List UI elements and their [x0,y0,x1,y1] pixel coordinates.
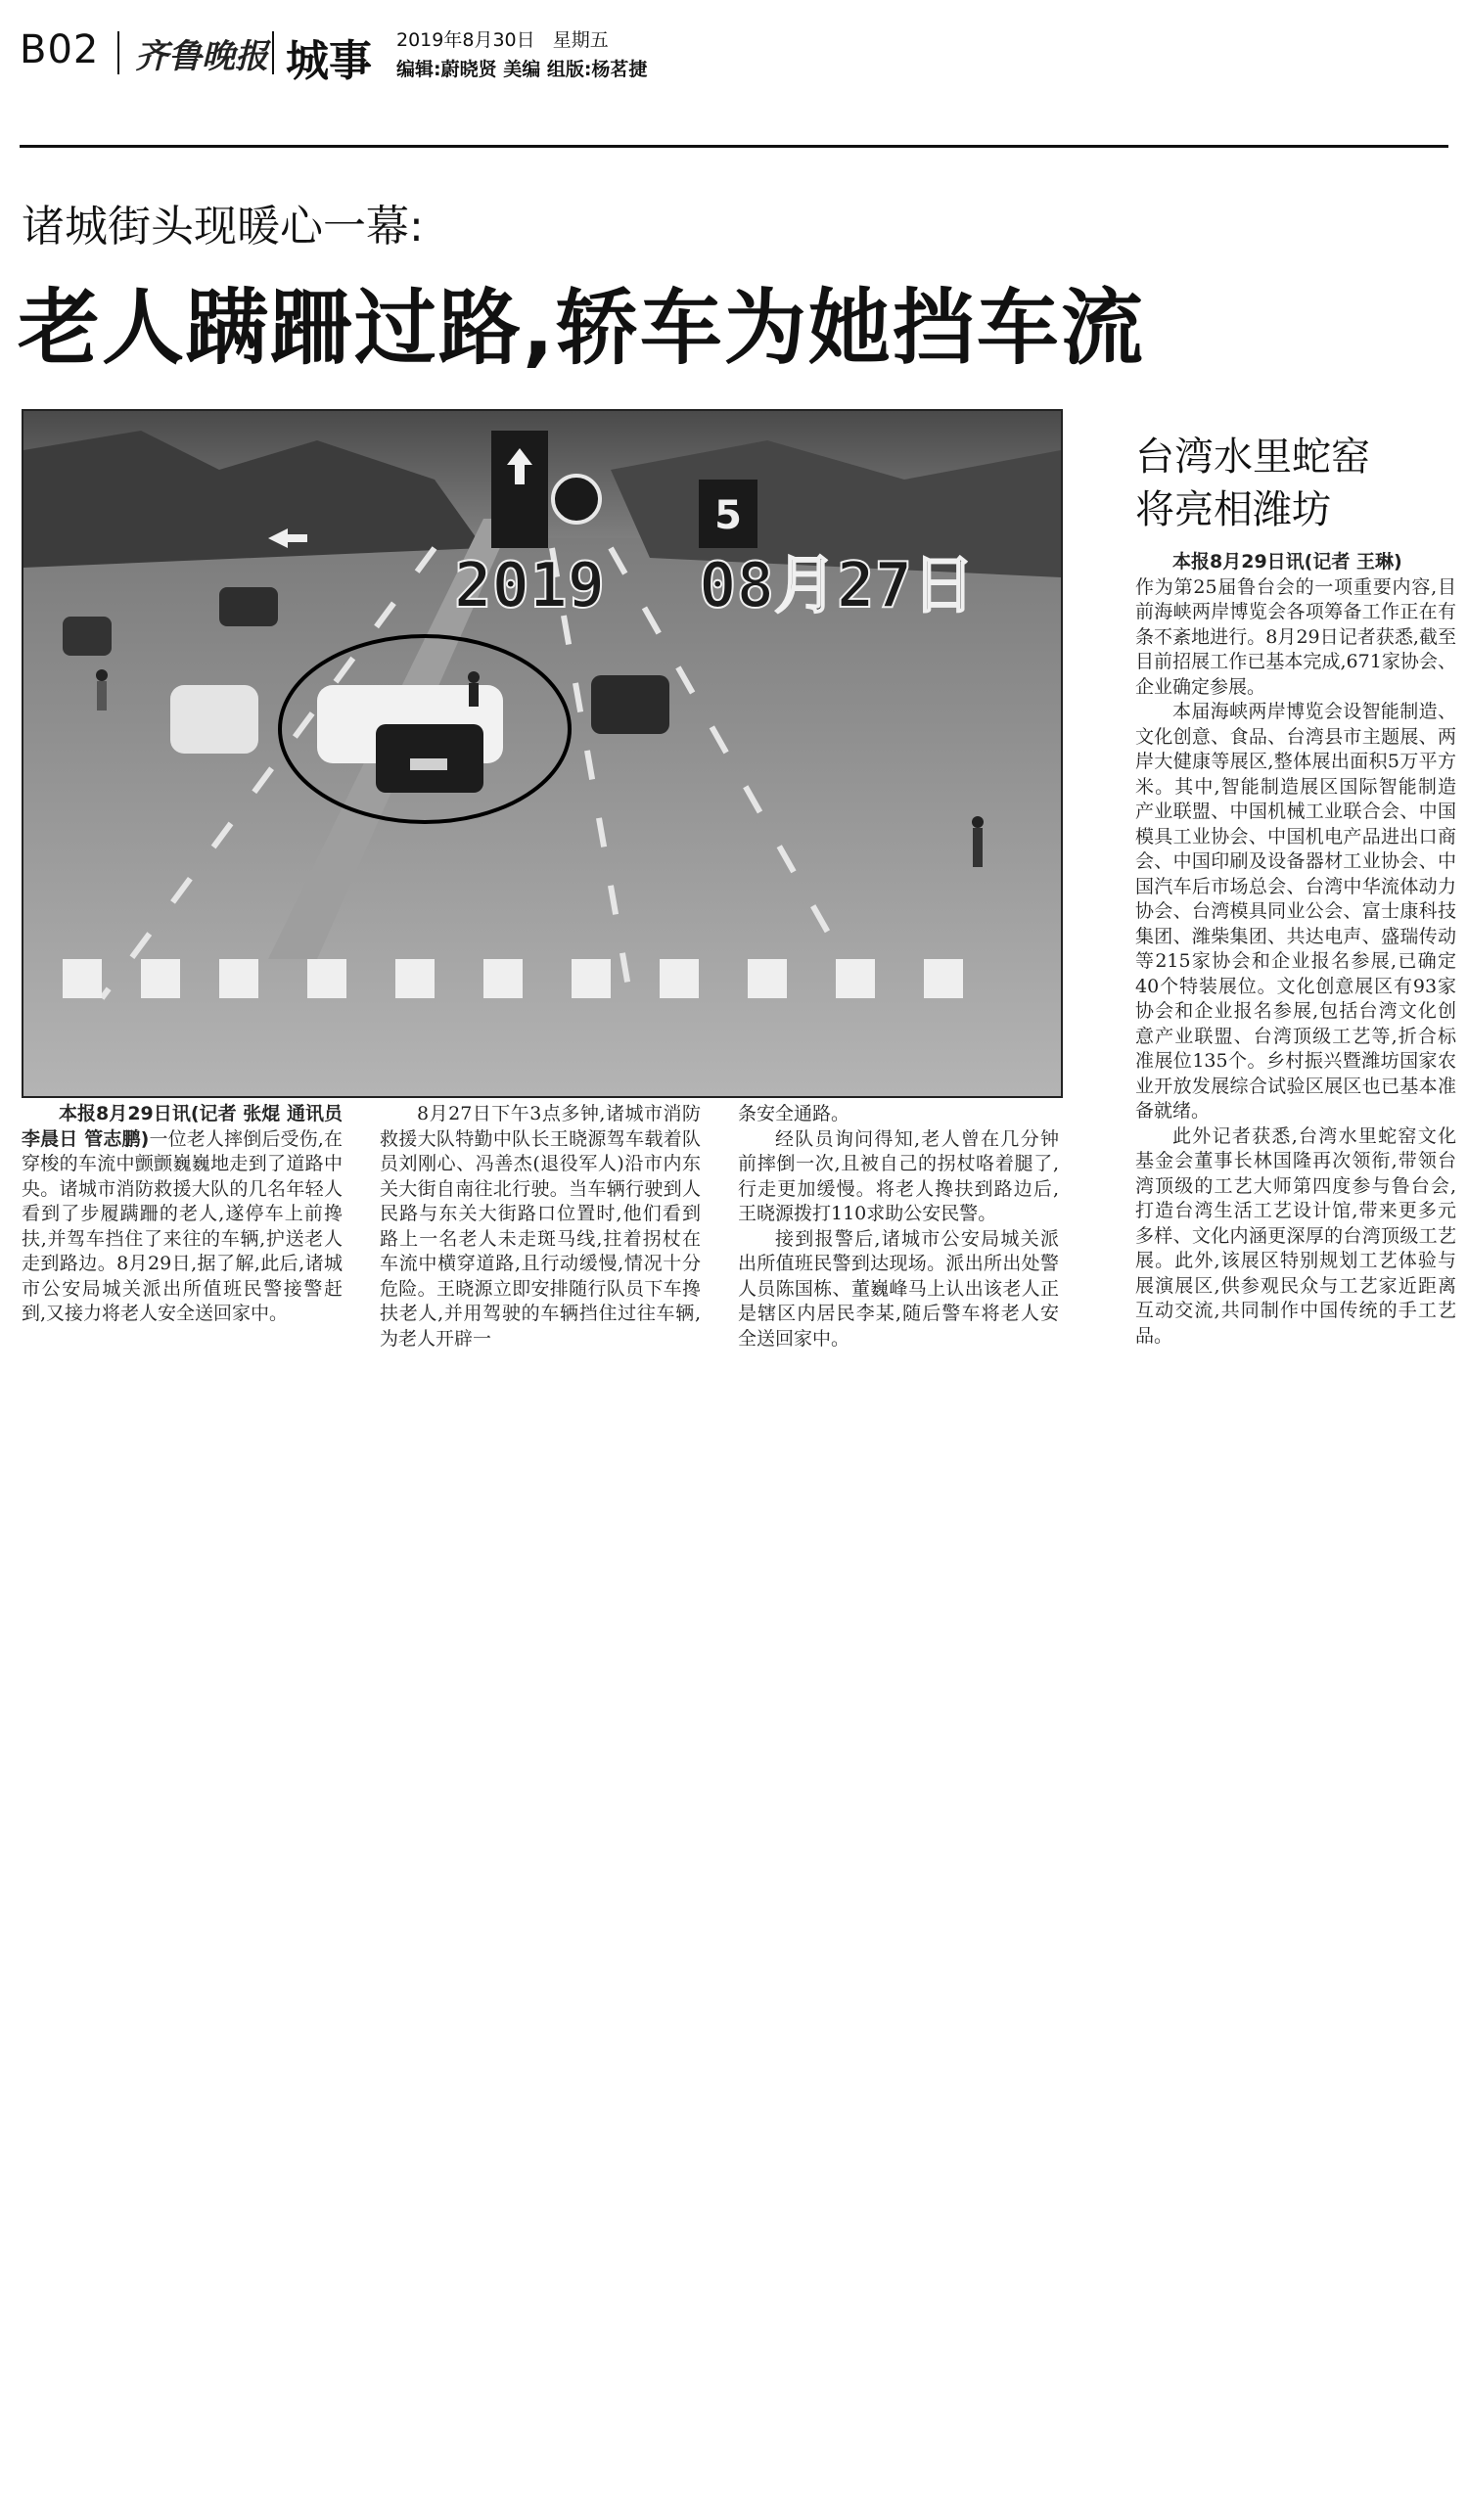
side-para-3: 此外记者获悉,台湾水里蛇窑文化基金会董事长林国隆再次领衔,带领台湾顶级的工艺大师第四度参与鲁台会,打造台湾生活工艺设计馆,带来更多元多样、文化内涵更深厚的台湾顶级工艺展。此外,该展区特别规划工艺体验与展演展区,供参观民众与工艺家近距离互动交流,共同制作中国传统的手工艺品。 [1135,1124,1456,1347]
side-story-title [1135,431,1370,536]
side-para-2: 本届海峡两岸博览会设智能制造、文化创意、食品、台湾县市主题展、两岸大健康等展区,整体展出面积5万平方米。其中,智能制造展区国际智能制造产业联盟、中国机械工业联合会、中国模具工业协会、中国机电产品进出口商会、中国印刷及设备器材工业协会、中国汽车后市场总会、台湾中华流体动力协会、台湾模具同业公会、富士康科技集团、潍柴集团、共达电声、盛瑞传动等215家协会和企业报名参展,已确定40个特装展位。文化创意展区有93家协会和企业报名参展,包括台湾文化创意产业联盟、台湾顶级工艺等,折合标准展位135个。乡村振兴暨潍坊国家农业开放发展综合试验区展区也已基本准备就绪。 [1135,701,1456,1122]
article-kicker: 诸城街头现暖心一幕: [22,202,424,252]
masthead-divider [117,31,119,74]
column-3-para-1: 条安全通路。 [738,1103,850,1124]
timestamp-year: 2019 [454,550,606,622]
issue-date [396,25,609,52]
side-title-line-2: 将亮相潍坊 [1135,487,1331,532]
lane-sign-number: 5 [714,493,742,538]
traffic-camera-photo [22,409,1063,1098]
weekday: 星期五 [552,29,609,51]
header-rule [20,145,1448,148]
paper-logo: 齐鲁晚报 [135,37,268,76]
column-2-text: 8月27日下午3点多钟,诸城市消防救援大队特勤中队长王晓源驾车载着队员刘刚心、冯善杰(退役军人)沿市内东关大街自南往北行驶。当车辆行驶到人民路与东关大街路口位置时,他们看到路上一名老人未走斑马线,拄着拐杖在车流中横穿道路,且行动缓慢,情况十分危险。王晓源立即安排随行队员下车搀扶老人,并用驾驶的车辆挡住过往车辆,为老人开辟一 [380,1103,701,1350]
date: 2019年8月30日 [396,29,535,51]
article-column-3 [738,1102,1059,1352]
section-title: 城事 [286,36,372,86]
article-headline: 老人蹒跚过路,轿车为她挡车流 [18,280,1145,376]
side-title-line-1: 台湾水里蛇窑 [1135,435,1370,480]
side-story-lede: 本报8月29日讯(记者 王琳) [1172,551,1402,573]
page-number: B02 [20,27,100,72]
masthead-divider [272,31,274,74]
article-lede: 本报8月29日讯(记者 张焜 通讯员 李晨日 管志鹏) [22,1103,343,1150]
column-3-para-3: 接到报警后,诸城市公安局城关派出所值班民警到达现场。派出所出处警人员陈国栋、董巍峰马上认出该老人正是辖区内居民李某,随后警车将老人安全送回家中。 [738,1227,1059,1350]
column-1-text: 一位老人摔倒后受伤,在穿梭的车流中颤颤巍巍地走到了道路中央。诸城市消防救援大队的几名年轻人看到了步履蹒跚的老人,遂停车上前搀扶,并驾车挡住了来往的车辆,护送老人走到路边。8月29日,据了解,此后,诸城市公安局城关派出所值班民警接警赶到,又接力将老人安全送回家中。 [22,1127,343,1324]
article-column-2 [380,1102,701,1352]
timestamp-month-day: 08月27日 [699,550,976,622]
editors-credit: 编辑:蔚晓贤 美编 组版:杨茗捷 [396,59,648,80]
column-3-para-2: 经队员询问得知,老人曾在几分钟前摔倒一次,且被自己的拐杖咯着腿了,行走更加缓慢。将老人搀扶到路边后,王晓源拨打110求助公安民警。 [738,1127,1059,1224]
article-column-1 [22,1102,343,1327]
masthead [20,18,1448,86]
side-para-1: 作为第25届鲁台会的一项重要内容,目前海峡两岸博览会各项筹备工作正在有条不紊地进行。8月29日记者获悉,截至目前招展工作已基本完成,671家协会、企业确定参展。 [1135,575,1456,698]
side-story-body [1135,550,1456,1349]
